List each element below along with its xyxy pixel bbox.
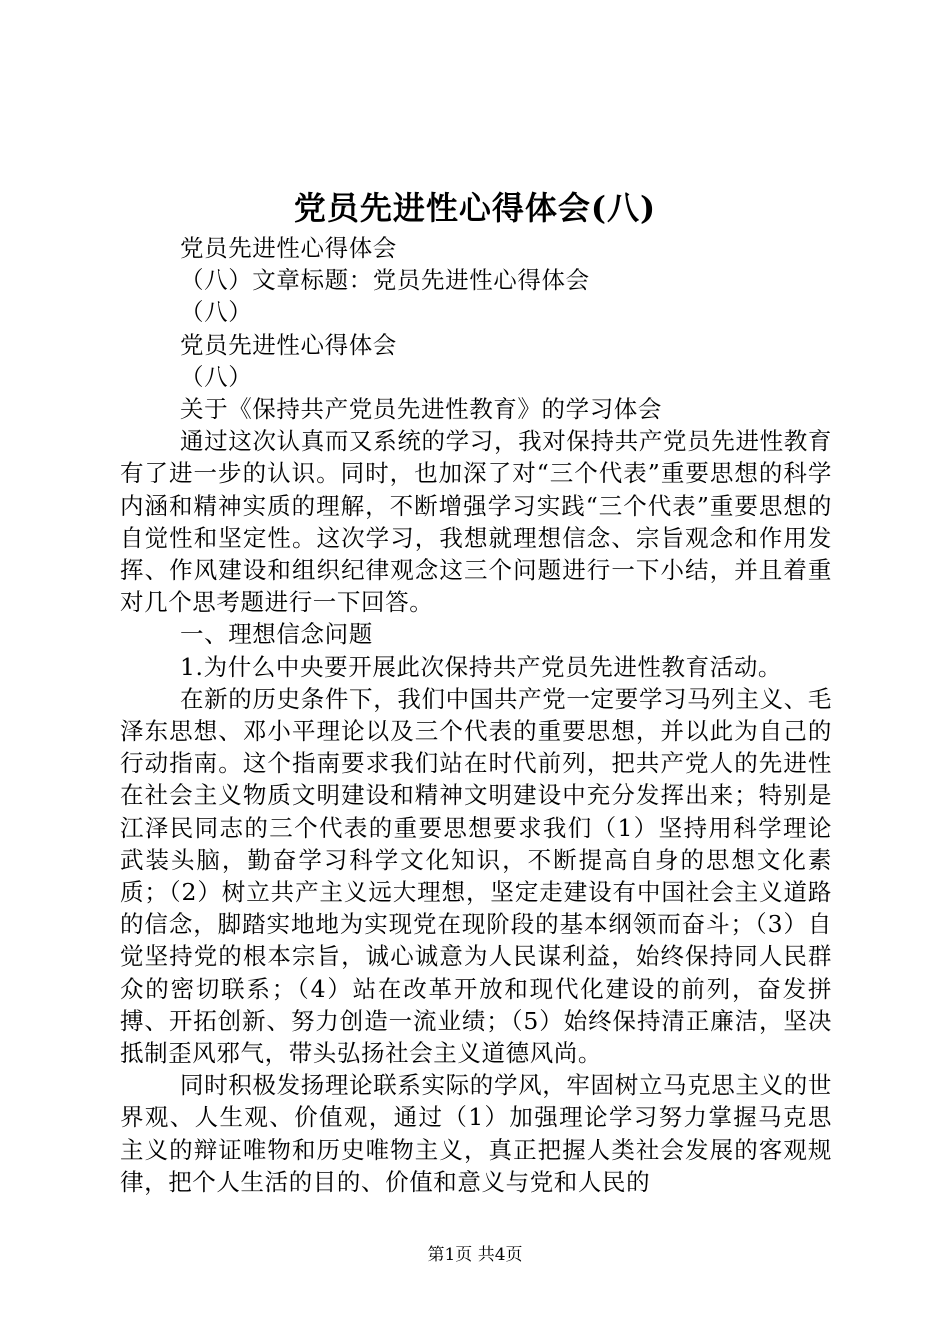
heading-line: （八） xyxy=(180,362,253,391)
document-title: 党员先进性心得体会(八) xyxy=(293,189,657,227)
body-paragraph: 同时积极发扬理论联系实际的学风，牢固树立马克思主义的世界观、人生观、价值观，通过（1）加强理论学习努力掌握马克思主义的辩证唯物和历史唯物主义，真正把握人类社会发展的客观规律，把个人生活的目的、价值和意义与党和人民的 xyxy=(120,1071,832,1196)
heading-line: 党员先进性心得体会 xyxy=(180,234,397,262)
heading-line: （八） xyxy=(180,298,253,327)
document-body xyxy=(120,232,832,1198)
question-heading: 1.为什么中央要开展此次保持共产党员先进性教育活动。 xyxy=(180,652,783,681)
body-paragraph: 通过这次认真而又系统的学习，我对保持共产党员先进性教育有了进一步的认识。同时，也加深了对“三个代表”重要思想的科学内涵和精神实质的理解，不断增强学习实践“三个代表”重要思想的自觉性和坚定性。这次学习，我想就理想信念、宗旨观念和作用发挥、作风建设和组织纪律观念这三个问题进行一下小结，并且着重对几个思考题进行一下回答。 xyxy=(120,427,832,617)
body-paragraph: 在新的历史条件下，我们中国共产党一定要学习马列主义、毛泽东思想、邓小平理论以及三个代表的重要思想，并以此为自己的行动指南。这个指南要求我们站在时代前列，把共产党人的先进性在社会主义物质文明建设和精神文明建设中充分发挥出来；特别是江泽民同志的三个代表的重要思想要求我们（1）坚持用科学理论武装头脑，勤奋学习科学文化知识，不断提高自身的思想文化素质；（2）树立共产主义远大理想，坚定走建设有中国社会主义道路的信念，脚踏实地地为实现党在现阶段的基本纲领而奋斗；（3）自觉坚持党的根本宗旨，诚心诚意为人民谋利益，始终保持同人民群众的密切联系；（4）站在改革开放和现代化建设的前列，奋发拼搏、开拓创新、努力创造一流业绩；（5）始终保持清正廉洁，坚决抵制歪风邪气，带头弘扬社会主义道德风尚。 xyxy=(120,684,832,1068)
heading-line: 党员先进性心得体会 xyxy=(180,330,397,359)
heading-line: 关于《保持共产党员先进性教育》的学习体会 xyxy=(180,395,662,424)
page-footer: 第1页 共4页 xyxy=(427,1245,523,1265)
heading-line: （八）文章标题：党员先进性心得体会 xyxy=(180,266,590,295)
section-heading: 一、理想信念问题 xyxy=(180,620,373,649)
